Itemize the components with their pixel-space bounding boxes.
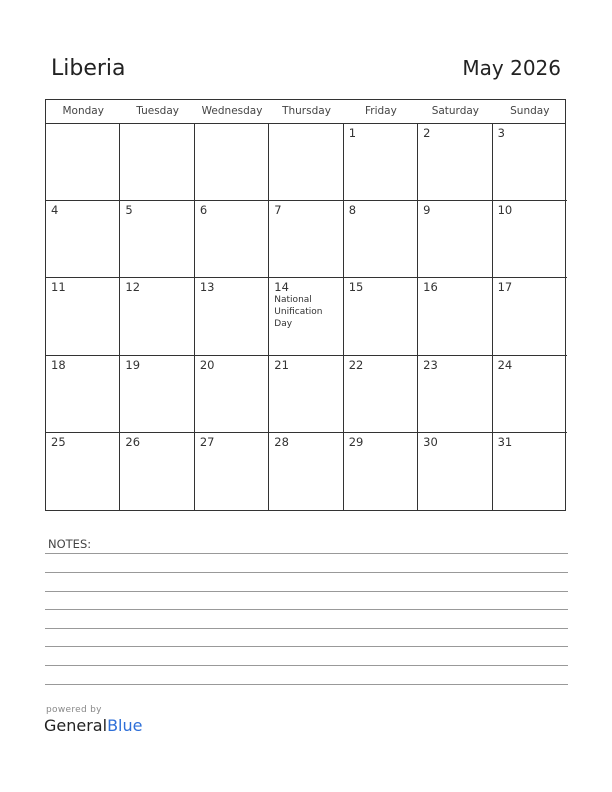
day-cell [46,278,120,355]
weekday-wednesday: Wednesday [201,105,263,117]
day-number: 6 [199,203,208,218]
day-cell [493,124,567,201]
day-number: 5 [125,203,133,218]
calendar-table [45,99,566,511]
day-cell [46,356,120,433]
day-number: 26 [125,434,141,449]
note-line [45,628,568,629]
day-number: 18 [51,357,66,372]
day-number: 28 [274,434,289,449]
day-cell [195,201,269,278]
note-line [45,665,568,666]
day-cell [493,356,567,433]
day-number: 11 [51,280,66,295]
day-number: 20 [199,357,215,372]
day-cell [195,124,269,201]
day-cell [493,278,567,355]
day-cell [269,356,343,433]
day-number: 27 [199,434,215,449]
day-cell [120,356,194,433]
day-cell [344,124,418,201]
day-cell [418,433,492,510]
note-line [45,591,568,592]
day-cell [344,201,418,278]
day-number: 9 [423,203,431,218]
day-number: 30 [423,434,438,449]
holiday-label: National Unification Day [274,295,323,330]
brand-blue: Blue [107,716,143,735]
note-line [45,609,568,610]
day-number: 22 [348,357,364,372]
day-number: 25 [51,434,66,449]
day-cell [46,433,120,510]
day-number: 17 [497,280,513,295]
day-cell [195,356,269,433]
day-number: 4 [51,203,59,218]
day-number: 15 [348,280,364,295]
day-cell [493,433,567,510]
weekday-tuesday: Tuesday [136,105,179,117]
country-title: Liberia [51,56,126,81]
day-number: 16 [423,280,438,295]
day-number: 21 [274,357,289,372]
day-cell [418,124,492,201]
day-number: 3 [497,126,505,140]
day-cell [418,201,492,278]
note-line [45,553,568,554]
day-cell [46,124,120,201]
day-cell [344,356,418,433]
day-number: 7 [274,203,282,218]
day-cell [195,433,269,510]
weekday-sunday: Sunday [510,105,550,117]
weekday-monday: Monday [62,105,104,117]
day-cell [269,433,343,510]
day-cell [269,124,343,201]
calendar-grid [46,124,565,510]
day-cell [120,201,194,278]
notes-label: NOTES: [48,537,92,551]
day-cell [344,433,418,510]
day-cell [418,356,492,433]
weekday-saturday: Saturday [431,105,480,117]
powered-by-text: powered by [46,705,102,715]
day-number: 29 [348,434,364,449]
day-cell [269,278,343,355]
day-cell [493,201,567,278]
weekday-header-row [46,100,565,124]
day-cell [344,278,418,355]
day-cell [120,124,194,201]
day-number: 14 [274,280,289,295]
brand-general: General [44,716,108,735]
day-cell [269,201,343,278]
weekday-thursday: Thursday [282,105,331,117]
day-number: 23 [423,357,438,372]
note-line [45,684,568,685]
day-number: 10 [497,203,513,218]
day-number: 1 [348,126,357,140]
day-cell [46,201,120,278]
day-cell [195,278,269,355]
day-number: 31 [497,434,513,449]
day-number: 8 [348,203,357,218]
day-cell [418,278,492,355]
day-cell [120,278,194,355]
day-number: 2 [423,126,431,140]
month-year-title: May 2026 [462,56,561,80]
day-number: 19 [125,357,141,372]
generalblue-logo [44,716,142,735]
day-number: 12 [125,280,141,295]
day-number: 13 [199,280,215,295]
weekday-friday: Friday [365,105,397,117]
note-line [45,572,568,573]
day-cell [120,433,194,510]
day-number: 24 [497,357,513,372]
note-line [45,646,568,647]
